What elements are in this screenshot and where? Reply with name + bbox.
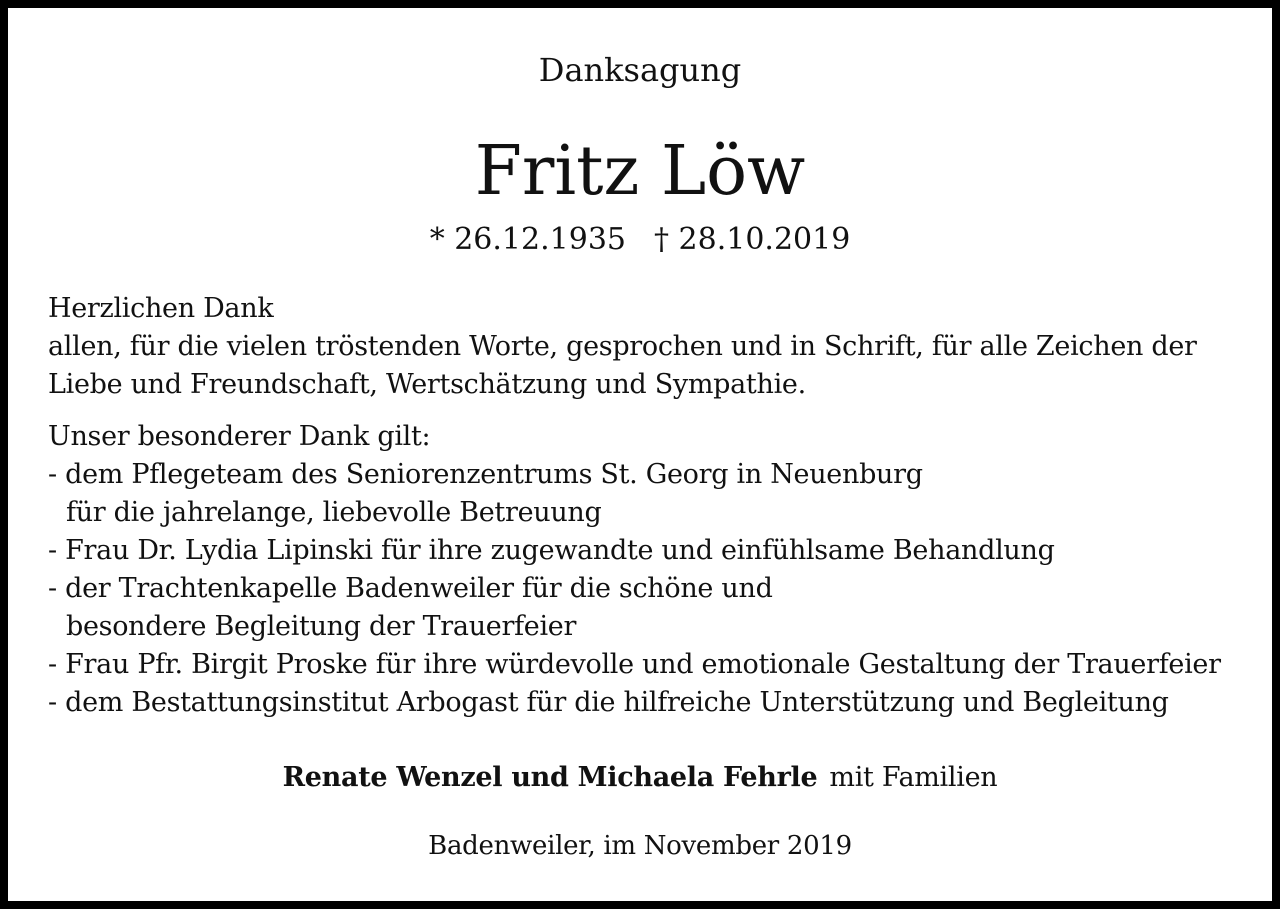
thanks-line-continued: für die jahrelange, liebevolle Betreuung [66,497,602,528]
intro-line: Herzlichen Dank [48,293,274,324]
thanks-line: - Frau Dr. Lydia Lipinski für ihre zugewandte und einfühlsame Behandlung [48,535,1055,566]
thanks-heading: Unser besonderer Dank gilt: [48,421,431,452]
thanks-line: - dem Pflegeteam des Seniorenzentrums St. Georg in Neuenburg [48,459,923,490]
death-date: † 28.10.2019 [654,222,851,257]
place-date: Badenweiler, im November 2019 [428,831,852,861]
deceased-name: Fritz Löw [474,132,806,211]
intro-line: Liebe und Freundschaft, Wertschätzung und Sympathie. [48,369,806,400]
life-dates [8,218,1272,262]
signature [8,758,1272,798]
signature-names: Renate Wenzel und Michaela Fehrle [282,762,818,793]
thanks-line: - der Trachtenkapelle Badenweiler für die schöne und [48,573,773,604]
notice-body [48,290,1248,722]
paragraph-gap [48,404,1248,418]
thanks-line-continued: besondere Begleitung der Trauerfeier [66,611,577,642]
intro-line: allen, für die vielen tröstenden Worte, gesprochen und in Schrift, für alle Zeichen der [48,331,1197,362]
signature-family: mit Familien [829,762,998,793]
obituary-notice [8,8,1272,901]
thanks-line: - Frau Pfr. Birgit Proske für ihre würdevolle und emotionale Gestaltung der Trauerfeier [48,649,1221,680]
birth-date: * 26.12.1935 [429,222,626,257]
notice-heading: Danksagung [538,51,742,89]
thanks-line: - dem Bestattungsinstitut Arbogast für die hilfreiche Unterstützung und Begleitung [48,687,1169,718]
